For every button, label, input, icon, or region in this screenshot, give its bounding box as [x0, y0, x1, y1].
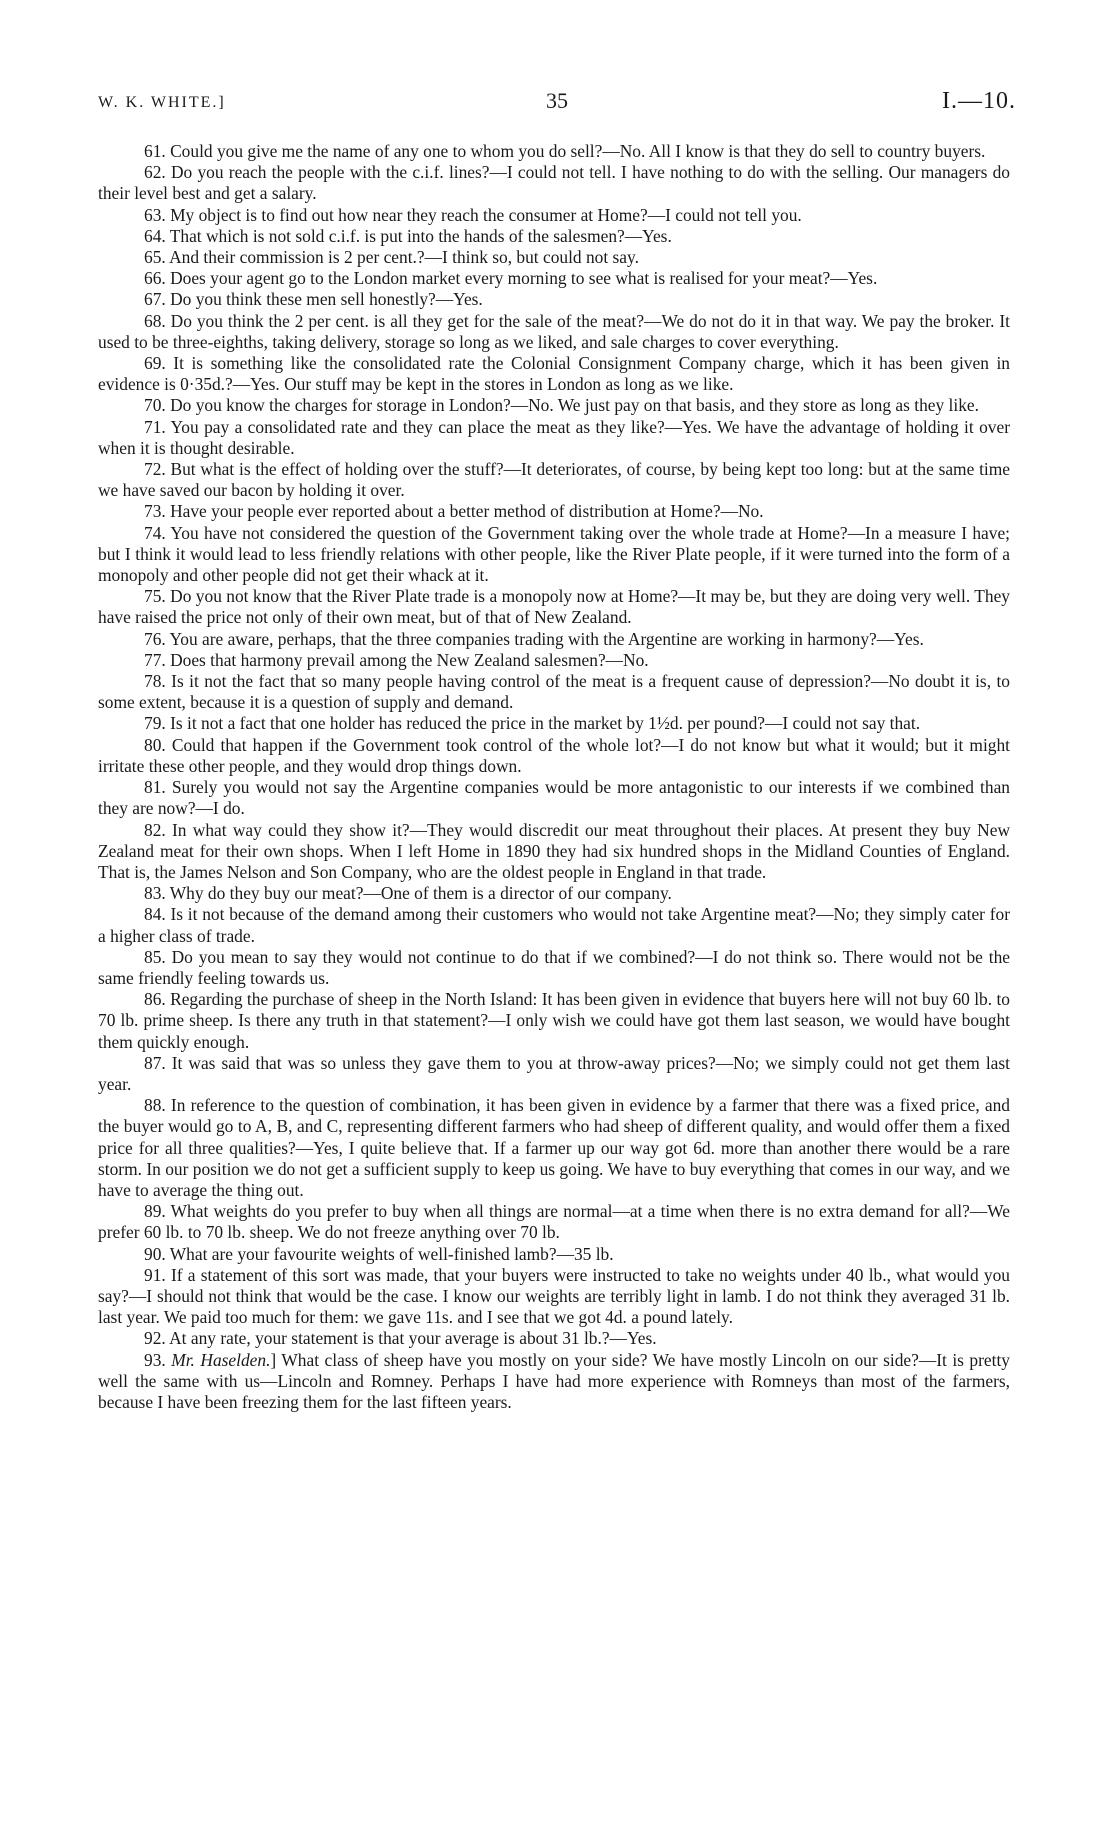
question-66: 66. Does your agent go to the London market every morning to see what is realised for your meat?—Yes. [144, 268, 878, 289]
question-71: 71. You pay a consolidated rate and they can place the meat as they like?—Yes. We have the advantage of holding it over when it is thought desirable. [98, 416, 1010, 458]
question-64: 64. That which is not sold c.i.f. is put into the hands of the salesmen?—Yes. [144, 225, 672, 246]
question-84: 84. Is it not because of the demand among their customers who would not take Argentine meat?—No; they simply cater for a higher class of trade. [98, 904, 1010, 946]
question-63: 63. My object is to find out how near they reach the consumer at Home?—I could not tell you. [144, 204, 802, 225]
question-72: 72. But what is the effect of holding over the stuff?—It deteriorates, of course, by being kept too long: but at the same time we have saved our bacon by holding it over. [98, 459, 1010, 501]
question-text: ] What class of sheep have you mostly on your side? We have mostly Lincoln on our side?—It is pretty well the same with us—Lincoln and Romney. Perhaps I have had more experience with Romneys than most of the farmers, because I have been freezing them for the last fifteen years. [98, 1349, 1010, 1412]
question-89: 89. What weights do you prefer to buy when all things are normal—at a time when there is no extra demand for all?—We prefer 60 lb. to 70 lb. sheep. We do not freeze anything over 70 lb. [98, 1201, 1010, 1243]
question-93 [98, 1350, 1010, 1414]
question-75: 75. Do you not know that the River Plate trade is a monopoly now at Home?—It may be, but they are doing very well. They have raised the price not only of their own meat, but of that of New Zealand. [98, 586, 1010, 628]
question-85: 85. Do you mean to say they would not continue to do that if we combined?—I do not think so. There would not be the same friendly feeling towards us. [98, 946, 1010, 988]
question-81: 81. Surely you would not say the Argentine companies would be more antagonistic to our interests if we combined than they are now?—I do. [98, 777, 1010, 819]
witness-name: W. K. WHITE.] [98, 94, 226, 111]
question-70: 70. Do you know the charges for storage in London?—No. We just pay on that basis, and they store as long as they like. [144, 395, 979, 416]
question-91: 91. If a statement of this sort was made, that your buyers were instructed to take no weights under 40 lb., what would you say?—I should not think that would be the case. I know our weights are terribly light in lamb. I do not think they averaged 31 lb. last year. We paid too much for them: we gave 11s. and I see that we got 4d. a pound lately. [98, 1264, 1010, 1328]
paper-reference: I.—10. [942, 88, 1016, 114]
question-74: 74. You have not considered the question of the Government taking over the whole trade at Home?—In a measure I have; but I think it would lead to less friendly relations with other people, like the River Plate people, if it were turned into the form of a monopoly and other people did not get their whack at it. [98, 522, 1010, 586]
question-80: 80. Could that happen if the Government took control of the whole lot?—I do not know but what it would; but it might irritate these other people, and they would drop things down. [98, 734, 1010, 776]
question-69: 69. It is something like the consolidated rate the Colonial Consignment Company charge, which it has been given in evidence is 0·35d.?—Yes. Our stuff may be kept in the stores in London as long as we like. [98, 353, 1010, 395]
question-82: 82. In what way could they show it?—They would discredit our meat throughout their places. At present they buy New Zealand meat for their own shops. When I left Home in 1890 they had six hundred shops in the Midland Counties of England. That is, the James Nelson and Son Company, who are the oldest people in England in that trade. [98, 819, 1010, 882]
question-90: 90. What are your favourite weights of well-finished lamb?—35 lb. [144, 1243, 614, 1264]
question-78: 78. Is it not the fact that so many people having control of the meat is a frequent cause of depression?—No doubt it is, to some extent, because it is a question of supply and demand. [98, 671, 1010, 713]
question-86: 86. Regarding the purchase of sheep in the North Island: It has been given in evidence that buyers here will not buy 60 lb. to 70 lb. prime sheep. Is there any truth in that statement?—I only wish we could have got them last season, we would have bought them quickly enough. [98, 989, 1010, 1052]
question-79: 79. Is it not a fact that one holder has reduced the price in the market by 1½d. per pound?—I could not say that. [144, 713, 921, 734]
question-61: 61. Could you give me the name of any one to whom you do sell?—No. All I know is that they do sell to country buyers. [144, 141, 986, 161]
question-83: 83. Why do they buy our meat?—One of them is a director of our company. [144, 883, 672, 904]
question-76: 76. You are aware, perhaps, that the three companies trading with the Argentine are working in harmony?—Yes. [144, 628, 924, 649]
page-header [98, 88, 1016, 122]
question-92: 92. At any rate, your statement is that your average is about 31 lb.?—Yes. [144, 1328, 657, 1349]
question-68: 68. Do you think the 2 per cent. is all they get for the sale of the meat?—We do not do it in that way. We pay the broker. It used to be three-eighths, taking delivery, storage so long as we liked, and sale charges to cover everything. [98, 310, 1010, 352]
document-body [98, 141, 1010, 1413]
page-number: 35 [546, 88, 568, 113]
question-77: 77. Does that harmony prevail among the New Zealand salesmen?—No. [144, 649, 649, 670]
speaker-name: Mr. Haselden. [171, 1349, 271, 1370]
question-73: 73. Have your people ever reported about a better method of distribution at Home?—No. [144, 501, 764, 522]
question-87: 87. It was said that was so unless they gave them to you at throw-away prices?—No; we simply could not get them last year. [98, 1052, 1010, 1094]
question-62: 62. Do you reach the people with the c.i.f. lines?—I could not tell. I have nothing to do with the selling. Our managers do their level best and get a salary. [98, 162, 1010, 204]
question-number: 93. [144, 1349, 166, 1370]
question-67: 67. Do you think these men sell honestly?—Yes. [144, 289, 483, 310]
question-65: 65. And their commission is 2 per cent.?—I think so, but could not say. [144, 247, 639, 268]
question-88: 88. In reference to the question of combination, it has been given in evidence by a farmer that there was a fixed price, and the buyer would go to A, B, and C, representing different farmers who had sheep of different quality, and would offer them a fixed price for all three qualities?—Yes, I quite believe that. If a farmer up our way got 6d. more than another there would be a rare storm. In our position we do not get a sufficient supply to keep us going. We have to buy everything that comes in our way, and we have to average the thing out. [98, 1095, 1010, 1200]
